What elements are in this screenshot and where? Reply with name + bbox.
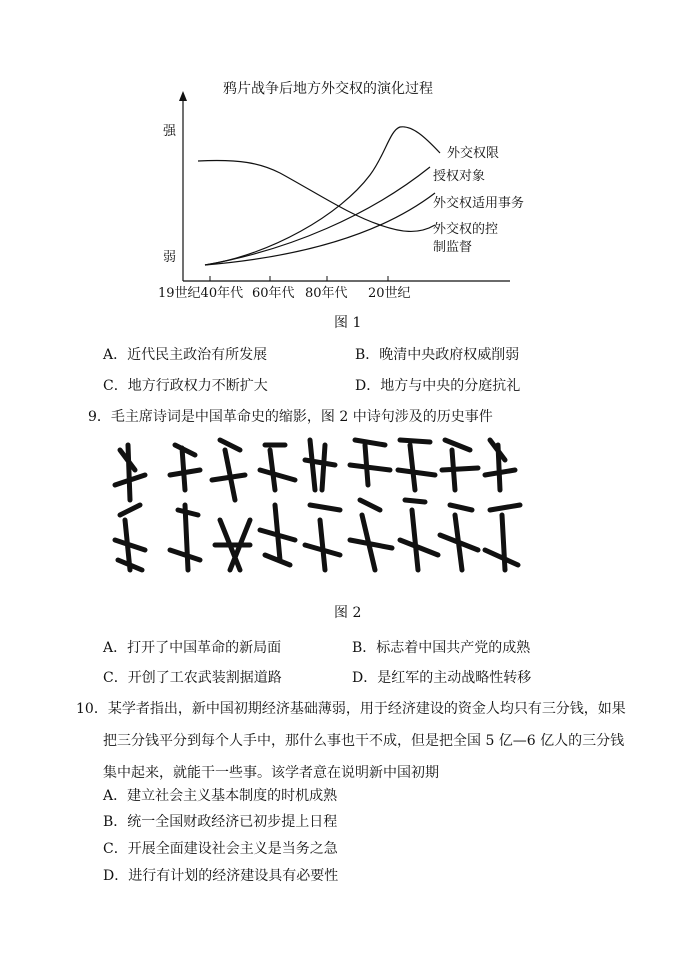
- q8-option-a: A．近代民主政治有所发展: [103, 347, 268, 363]
- q10-option-c: C．开展全面建设社会主义是当务之急: [103, 841, 338, 857]
- series-line-diplomatic-authority: [205, 127, 440, 265]
- series-label-0: 外交权限: [447, 146, 500, 161]
- q9-option-c: C．开创了工农武装割据道路: [103, 670, 282, 686]
- y-axis-arrow: [179, 91, 187, 101]
- q9-option-a: A．打开了中国革命的新局面: [103, 640, 282, 656]
- q10-stem-line3: 集中起来，就能干一些事。该学者意在说明新中国初期: [103, 765, 439, 781]
- q9-stem: 9．毛主席诗词是中国革命史的缩影，图 2 中诗句涉及的历史事件: [88, 409, 493, 425]
- q10-stem-line2: 把三分钱平分到每个人手中，那什么事也干不成，但是把全国 5 亿—6 亿人的三分钱: [103, 733, 625, 749]
- x-tick-label-0: 19世纪40年代: [158, 286, 244, 301]
- y-tick-weak: 弱: [163, 250, 177, 265]
- series-label-1: 授权对象: [433, 169, 486, 184]
- q10-option-b: B．统一全国财政经济已初步提上日程: [103, 814, 338, 830]
- y-tick-strong: 强: [163, 124, 177, 139]
- figure1-caption: 图 1: [334, 315, 362, 331]
- chart-title: 鸦片战争后地方外交权的演化过程: [223, 81, 433, 97]
- series-label-3a: 外交权的控: [433, 222, 499, 237]
- calligraphy-image: [100, 430, 530, 590]
- series-line-applicable-affairs: [205, 193, 435, 265]
- figure2-caption: 图 2: [334, 605, 362, 621]
- q8-option-d: D．地方与中央的分庭抗礼: [355, 378, 521, 394]
- q10-stem-line1: 10．某学者指出，新中国初期经济基础薄弱，用于经济建设的资金人均只有三分钱，如果: [76, 701, 626, 717]
- q10-option-a: A．建立社会主义基本制度的时机成熟: [103, 788, 338, 804]
- q10-option-d: D．进行有计划的经济建设具有必要性: [103, 868, 339, 884]
- series-line-control-supervision: [198, 161, 435, 232]
- series-label-2: 外交权适用事务: [433, 196, 525, 211]
- series-line-authorized-objects: [205, 167, 430, 265]
- q8-option-b: B．晚清中央政府权威削弱: [355, 347, 520, 363]
- q8-option-c: C．地方行政权力不断扩大: [103, 378, 268, 394]
- series-label-3b: 制监督: [433, 240, 473, 255]
- x-tick-label-1: 60年代: [252, 286, 295, 301]
- figure1-chart: [150, 75, 550, 305]
- x-tick-label-2: 80年代: [305, 286, 348, 301]
- x-tick-label-3: 20世纪: [368, 286, 411, 301]
- q9-option-b: B．标志着中国共产党的成熟: [352, 640, 531, 656]
- q9-option-d: D．是红军的主动战略性转移: [352, 670, 532, 686]
